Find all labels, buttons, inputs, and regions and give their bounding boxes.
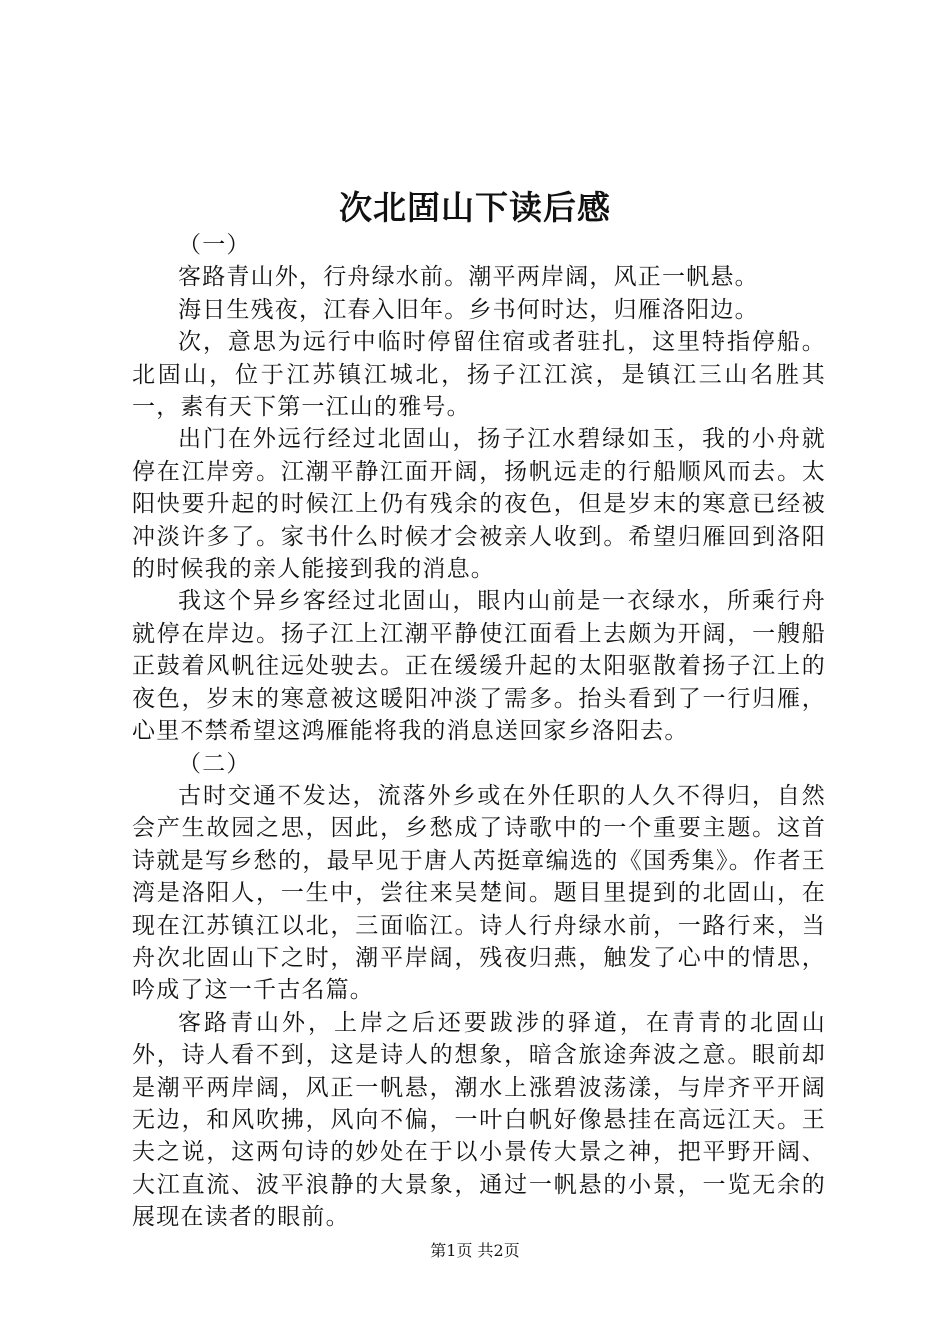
document-title: 次北固山下读后感 xyxy=(339,188,611,227)
paragraph-translation-1: 出门在外远行经过北固山，扬子江水碧绿如玉，我的小舟就停在江岸旁。江潮平静江面开阔，扬帆远走的行船顺风而去。太阳快要升起的时候江上仍有残余的夜色，但是岁末的寒意已经被冲淡许多了。家书什么时候才会被亲人收到。希望归雁回到洛阳的时候我的亲人能接到我的消息。 xyxy=(132,426,826,583)
paragraph-analysis-2: 客路青山外，上岸之后还要跋涉的驿道，在青青的北固山外，诗人看不到，这是诗人的想象，暗含旅途奔波之意。眼前却是潮平两岸阔，风正一帆悬，潮水上涨碧波荡漾，与岸齐平开阔无边，和风吹拂，风向不偏，一叶白帆好像悬挂在高远江天。王夫之说，这两句诗的妙处在于以小景传大景之神，把平野开阔、大江直流、波平浪静的大景象，通过一帆悬的小景，一览无余的展现在读者的眼前。 xyxy=(132,1009,826,1231)
section-heading-1: （一） xyxy=(178,232,251,258)
paragraph-translation-2: 我这个异乡客经过北固山，眼内山前是一衣绿水，所乘行舟就停在岸边。扬子江上江潮平静使江面看上去颇为开阔，一艘船正鼓着风帆往远处驶去。正在缓缓升起的太阳驱散着扬子江上的夜色，岁末的寒意被这暖阳冲淡了需多。抬头看到了一行归雁，心里不禁希望这鸿雁能将我的消息送回家乡洛阳去。 xyxy=(132,588,826,745)
paragraph-analysis-1: 古时交通不发达，流落外乡或在外任职的人久不得归，自然会产生故园之思，因此，乡愁成了诗歌中的一个重要主题。这首诗就是写乡愁的，最早见于唐人芮挺章编选的《国秀集》。作者王湾是洛阳人，一生中，尝往来吴楚间。题目里提到的北固山，在现在江苏镇江以北，三面临江。诗人行舟绿水前，一路行来，当舟次北固山下之时，潮平岸阔，残夜归燕，触发了心中的情思，吟成了这一千古名篇。 xyxy=(132,782,826,1004)
poem-line-1: 客路青山外，行舟绿水前。潮平两岸阔，风正一帆悬。 xyxy=(178,264,759,291)
paragraph-notes: 次，意思为远行中临时停留住宿或者驻扎，这里特指停船。北固山，位于江苏镇江城北，扬子江江滨，是镇江三山名胜其一，素有天下第一江山的雅号。 xyxy=(132,329,826,421)
section-heading-2: （二） xyxy=(178,750,251,777)
document-body xyxy=(132,229,826,1234)
page-footer: 第1页 共2页 xyxy=(430,1241,520,1260)
poem-line-2: 海日生残夜，江春入旧年。乡书何时达，归雁洛阳边。 xyxy=(178,296,759,323)
